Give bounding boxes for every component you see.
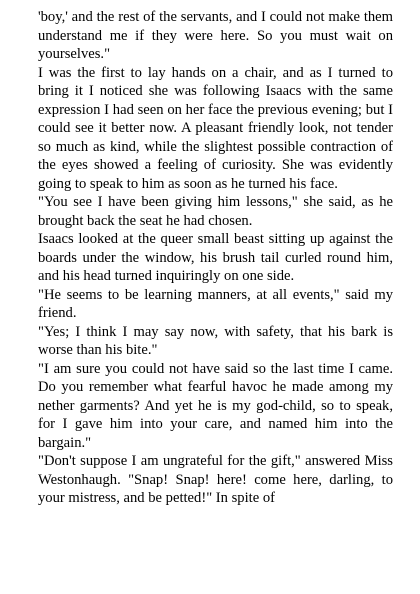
paragraph: 'boy,' and the rest of the servants, and I could not make them understand me if they were here. So you must wait on yourselves." (38, 9, 393, 62)
paragraph: "You see I have been giving him lessons," she said, as he brought back the seat he had chosen. (38, 194, 393, 229)
paragraph: "Don't suppose I am ungrateful for the gift," answered Miss Westonhaugh. "Snap! Snap! here! come here, darling, to your mistress, and be petted!" In spite of (38, 453, 393, 506)
paragraph: Isaacs looked at the queer small beast sitting up against the boards under the window, his brush tail curled round him, and his head turned inquiringly on one side. (38, 231, 393, 284)
paragraph: "I am sure you could not have said so the last time I came. Do you remember what fearful havoc he made among my nether garments? And yet he is my god-child, so to speak, for I gave him into your care, and named him into the bargain." (38, 360, 393, 451)
paragraph: "Yes; I think I may say now, with safety, that his bark is worse than his bite." (38, 323, 393, 358)
paragraph: "He seems to be learning manners, at all events," said my friend. (38, 286, 393, 321)
paragraph: I was the first to lay hands on a chair, and as I turned to bring it I noticed she was following Isaacs with the same expression I had seen on her face the previous evening; but I could see it better now. A pleasant friendly look, not tender so much as kind, while the slightest possible contraction of the eyes showed a feeling of curiosity. She was evidently going to speak to him as soon as he turned his face. (38, 64, 393, 192)
